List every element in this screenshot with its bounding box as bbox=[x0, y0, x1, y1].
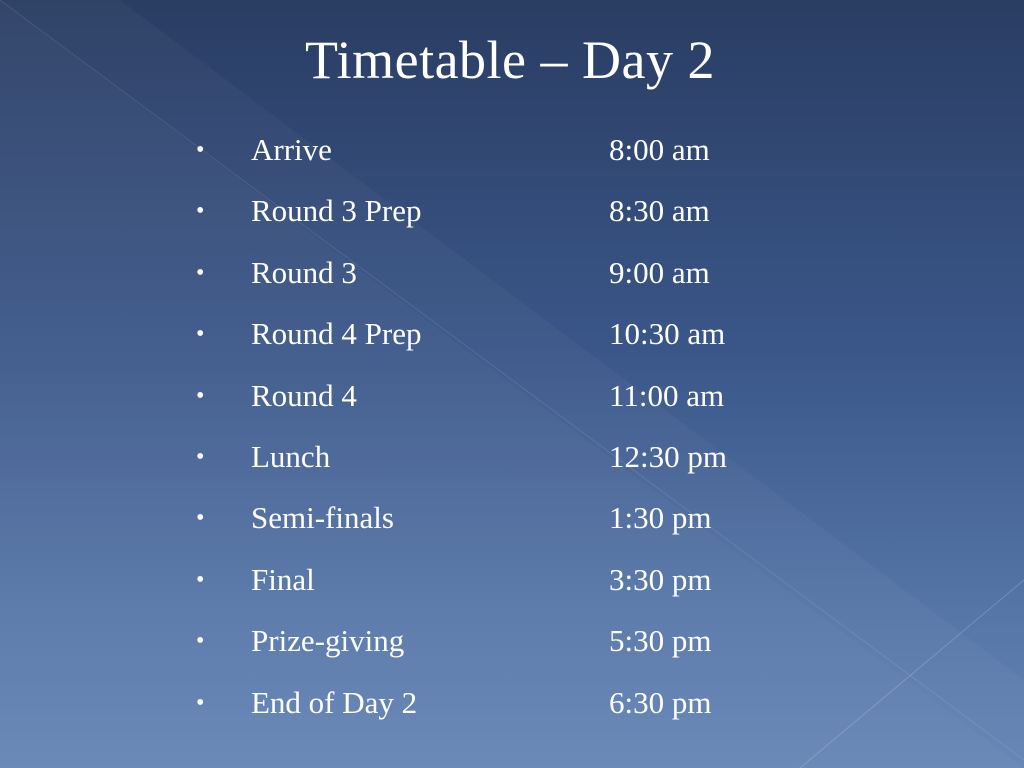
list-item bbox=[196, 429, 816, 490]
list-item bbox=[196, 675, 816, 736]
event-time: 3:30 pm bbox=[609, 561, 712, 597]
event-time: 9:00 am bbox=[609, 254, 710, 290]
bullet-icon: • bbox=[196, 259, 205, 286]
list-item bbox=[196, 613, 816, 674]
bullet-icon: • bbox=[196, 137, 205, 163]
bullet-icon: • bbox=[196, 443, 205, 470]
list-item bbox=[196, 306, 816, 367]
timetable-list bbox=[196, 122, 816, 736]
bullet-icon: • bbox=[196, 505, 205, 532]
bullet-icon: • bbox=[196, 689, 205, 716]
list-item bbox=[196, 245, 816, 306]
event-time: 8:30 am bbox=[609, 193, 710, 229]
event-time: 11:00 am bbox=[609, 377, 725, 413]
list-item bbox=[196, 368, 816, 429]
bullet-icon: • bbox=[196, 198, 205, 225]
event-name: Final bbox=[251, 561, 315, 597]
event-name: Arrive bbox=[251, 132, 332, 167]
event-time: 8:00 am bbox=[609, 132, 710, 167]
event-time: 6:30 pm bbox=[609, 684, 712, 720]
list-item bbox=[196, 183, 816, 244]
event-name: Prize-giving bbox=[251, 623, 405, 659]
list-item bbox=[196, 490, 816, 551]
event-time: 12:30 pm bbox=[609, 438, 727, 474]
event-name: End of Day 2 bbox=[251, 684, 418, 720]
event-name: Round 4 bbox=[251, 377, 357, 413]
event-time: 5:30 pm bbox=[609, 623, 712, 659]
slide-title: Timetable – Day 2 bbox=[305, 30, 715, 90]
event-time: 1:30 pm bbox=[609, 500, 712, 536]
bullet-icon: • bbox=[196, 628, 205, 655]
event-name: Round 3 bbox=[251, 254, 357, 290]
list-item bbox=[196, 122, 816, 183]
event-name: Semi-finals bbox=[251, 500, 394, 536]
event-name: Round 3 Prep bbox=[251, 193, 422, 229]
event-time: 10:30 am bbox=[609, 316, 726, 352]
bullet-icon: • bbox=[196, 321, 205, 348]
bullet-icon: • bbox=[196, 566, 205, 593]
event-name: Lunch bbox=[251, 438, 331, 474]
bullet-icon: • bbox=[196, 382, 205, 409]
list-item bbox=[196, 552, 816, 613]
event-name: Round 4 Prep bbox=[251, 316, 422, 352]
